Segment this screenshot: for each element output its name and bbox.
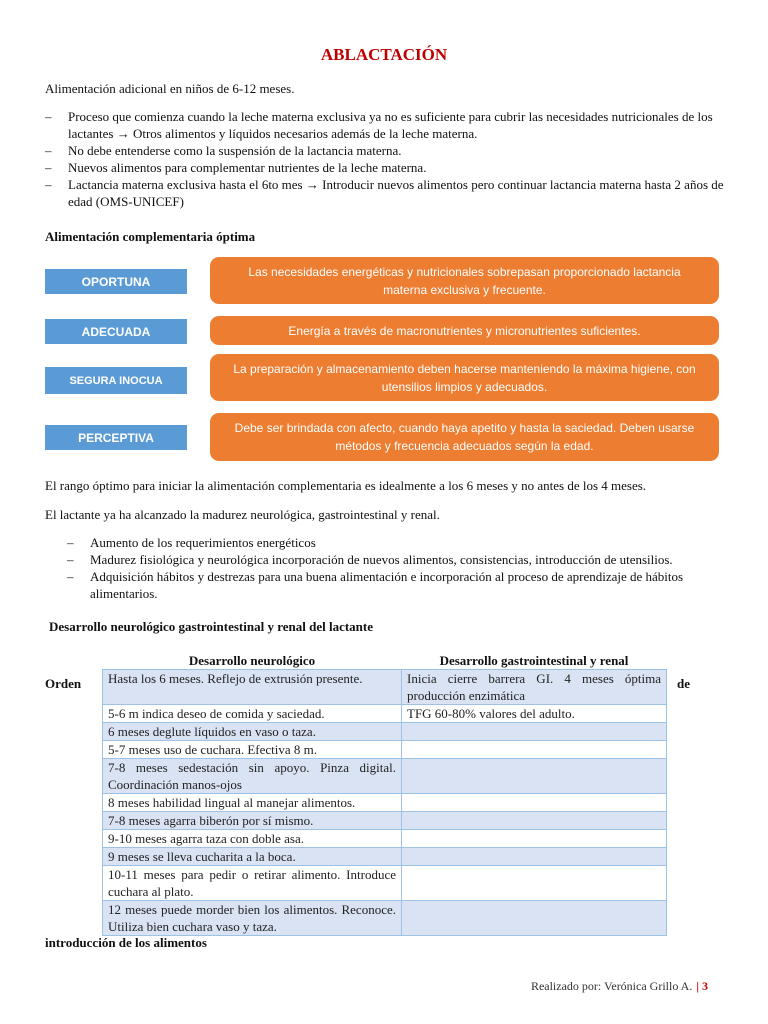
criterion-desc-oportuna: Las necesidades energéticas y nutricionales sobrepasan proporcionado lactancia materna exclusiva y frecuente.	[210, 257, 719, 304]
table-row: 6 meses deglute líquidos en vaso o taza.	[103, 723, 667, 741]
footer-separator: |	[696, 979, 699, 993]
maturity-text: El lactante ya ha alcanzado la madurez neurológica, gastrointestinal y renal.	[45, 507, 440, 522]
list-item: – No debe entenderse como la suspensión de la lactancia materna.	[45, 143, 402, 158]
page-title: ABLACTACIÓN	[320, 45, 448, 64]
table-row: 5-6 m indica deseo de comida y saciedad. TFG 60-80% valores del adulto.	[103, 705, 667, 723]
list-item: – Nuevos alimentos para complementar nutrientes de la leche materna.	[45, 160, 427, 175]
table-row: 9 meses se lleva cucharita a la boca.	[103, 848, 667, 866]
table-row: 10-11 meses para pedir o retirar alimento. Introduce cuchara al plato.	[103, 866, 667, 901]
bullet-list-2	[45, 534, 725, 602]
column-header-neurologico: Desarrollo neurológico	[188, 653, 316, 668]
list-item: – Lactancia materna exclusiva hasta el 6to mes → Introducir nuevos alimentos pero continuar lactancia materna hasta 2 años de edad (OMS-UNICEF)	[45, 177, 724, 209]
table-row: 7-8 meses sedestación sin apoyo. Pinza digital. Coordinación manos-ojos	[103, 759, 667, 794]
side-label-de: de	[677, 676, 690, 691]
table-row: Hasta los 6 meses. Reflejo de extrusión presente. Inicia cierre barrera GI. 4 meses óptima producción enzimática	[103, 670, 667, 705]
list-item: – Aumento de los requerimientos energéticos	[67, 535, 316, 550]
criterion-desc-segura-inocua: La preparación y almacenamiento deben hacerse manteniendo la máxima higiene, con utensilios limpios y adecuados.	[210, 354, 719, 401]
criterion-desc-adecuada: Energía a través de macronutrientes y micronutrientes suficientes.	[210, 316, 719, 345]
intro-text: Alimentación adicional en niños de 6-12 meses.	[45, 81, 295, 96]
section-heading-development: Desarrollo neurológico gastrointestinal y renal del lactante	[49, 619, 374, 634]
section-heading-complementary: Alimentación complementaria óptima	[45, 229, 256, 244]
criterion-desc-perceptiva: Debe ser brindada con afecto, cuando haya apetito y hasta la saciedad. Deben usarse métodos y frecuencia adecuados según la edad.	[210, 413, 719, 461]
after-table-text: introducción de los alimentos	[45, 935, 207, 950]
column-header-gastrointestinal: Desarrollo gastrointestinal y renal	[439, 653, 629, 668]
criterion-label-adecuada: ADECUADA	[45, 319, 187, 344]
list-item: – Adquisición hábitos y destrezas para una buena alimentación e incorporación al proceso de aprendizaje de hábitos alimentarios.	[67, 569, 684, 601]
table-row: 9-10 meses agarra taza con doble asa.	[103, 830, 667, 848]
table-row: 7-8 meses agarra biberón por sí mismo.	[103, 812, 667, 830]
list-item: – Madurez fisiológica y neurológica incorporación de nuevos alimentos, consistencias, introducción de utensilios.	[67, 552, 673, 567]
list-item: – Proceso que comienza cuando la leche materna exclusiva ya no es suficiente para cubrir las necesidades nutricionales de los lactantes → Otros alimentos y líquidos necesarios además de la leche materna.	[45, 109, 713, 141]
page-number: 3	[702, 979, 708, 993]
criterion-label-segura-inocua: SEGURA INOCUA	[45, 367, 187, 394]
footer-author: Realizado por: Verónica Grillo A.	[530, 979, 693, 993]
side-label-orden: Orden	[45, 676, 82, 691]
range-text: El rango óptimo para iniciar la alimentación complementaria es idealmente a los 6 meses y no antes de los 4 meses.	[45, 478, 647, 493]
bullet-list-1	[45, 108, 725, 210]
page-footer	[531, 978, 708, 995]
table-row: 12 meses puede morder bien los alimentos. Reconoce. Utiliza bien cuchara vaso y taza.	[103, 901, 667, 936]
development-table	[102, 651, 667, 936]
criterion-label-oportuna: OPORTUNA	[45, 269, 187, 294]
table-row: 5-7 meses uso de cuchara. Efectiva 8 m.	[103, 741, 667, 759]
criterion-label-perceptiva: PERCEPTIVA	[45, 425, 187, 450]
table-row: 8 meses habilidad lingual al manejar alimentos.	[103, 794, 667, 812]
